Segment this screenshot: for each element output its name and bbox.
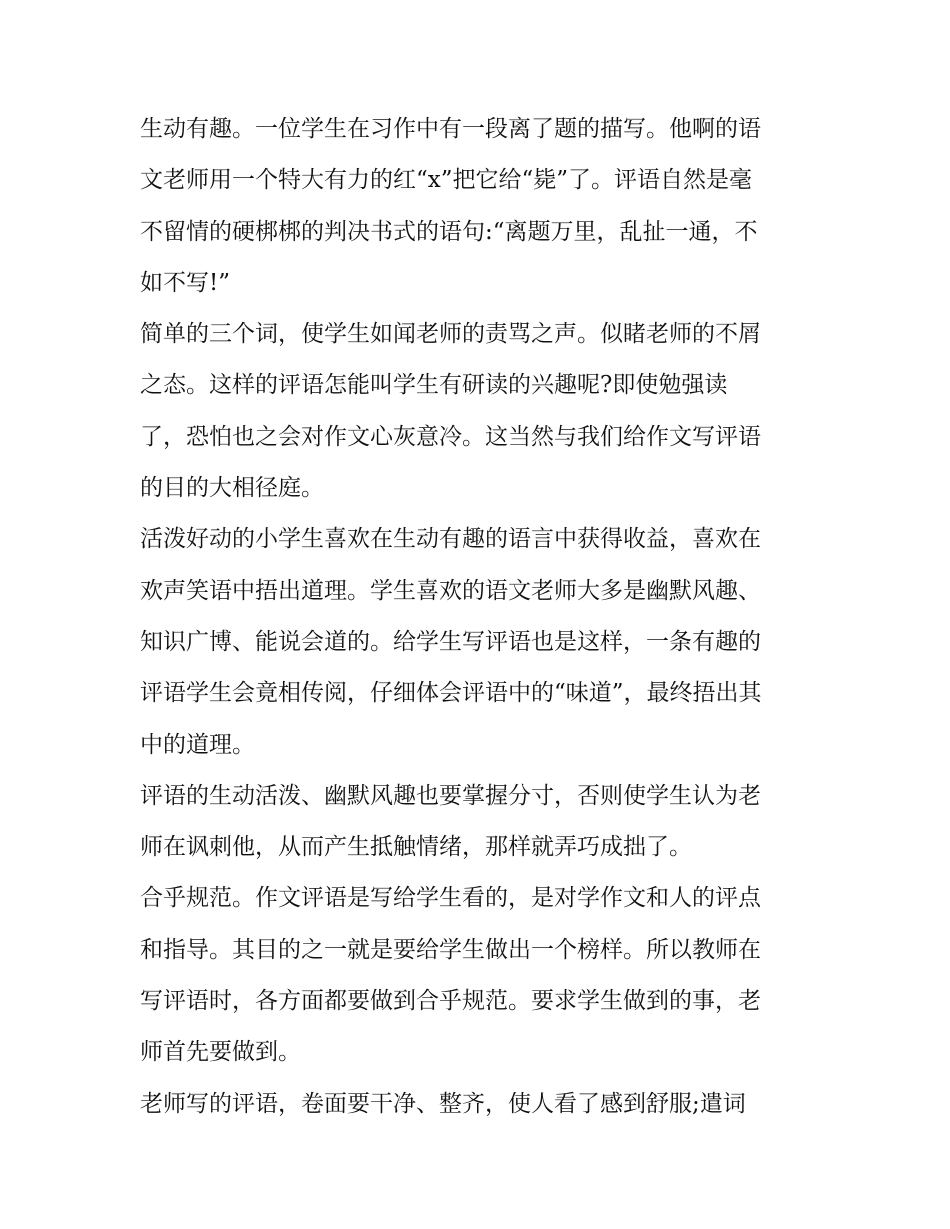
text-line: 活泼好动的小学生喜欢在生动有趣的语言中获得收益，喜欢在 bbox=[140, 526, 761, 553]
text-line: 了，恐怕也之会对作文心灰意冷。这当然与我们给作文写评语 bbox=[140, 423, 761, 450]
text-line: 师首先要做到。 bbox=[140, 1039, 301, 1066]
text-line: 中的道理。 bbox=[140, 731, 255, 758]
text-line: 之态。这样的评语怎能叫学生有研读的兴趣呢?即使勉强读 bbox=[140, 372, 728, 399]
text-line: 师在讽刺他，从而产生抵触情绪，那样就弄巧成拙了。 bbox=[140, 834, 692, 861]
text-line: 知识广博、能说会道的。给学生写评语也是这样，一条有趣的 bbox=[140, 628, 761, 655]
text-line: 简单的三个词，使学生如闻老师的责骂之声。似睹老师的不屑 bbox=[140, 321, 761, 348]
text-line: 评语学生会竟相传阅，仔细体会评语中的“味道”，最终捂出其 bbox=[140, 680, 762, 707]
text-line: 和指导。其目的之一就是要给学生做出一个榜样。所以教师在 bbox=[140, 936, 761, 963]
text-line: 评语的生动活泼、幽默风趣也要掌握分寸，否则使学生认为老 bbox=[140, 782, 761, 809]
text-line: 老师写的评语，卷面要干净、整齐，使人看了感到舒服;遣词 bbox=[140, 1090, 746, 1117]
document-body bbox=[140, 104, 820, 1130]
text-line: 不留情的硬梆梆的判决书式的语句:“离题万里，乱扯一通，不 bbox=[140, 218, 758, 245]
text-line: 文老师用一个特大有力的红“x”把它给“毙”了。评语自然是毫 bbox=[140, 167, 753, 194]
text-line: 生动有趣。一位学生在习作中有一段离了题的描写。他啊的语 bbox=[140, 116, 761, 142]
text-line: 如不写!” bbox=[140, 269, 231, 296]
text-line: 写评语时，各方面都要做到合乎规范。要求学生做到的事，老 bbox=[140, 988, 761, 1015]
text-line: 欢声笑语中捂出道理。学生喜欢的语文老师大多是幽默风趣、 bbox=[140, 577, 761, 604]
text-line: 的目的大相径庭。 bbox=[140, 475, 324, 502]
text-line: 合乎规范。作文评语是写给学生看的，是对学作文和人的评点 bbox=[140, 885, 761, 912]
